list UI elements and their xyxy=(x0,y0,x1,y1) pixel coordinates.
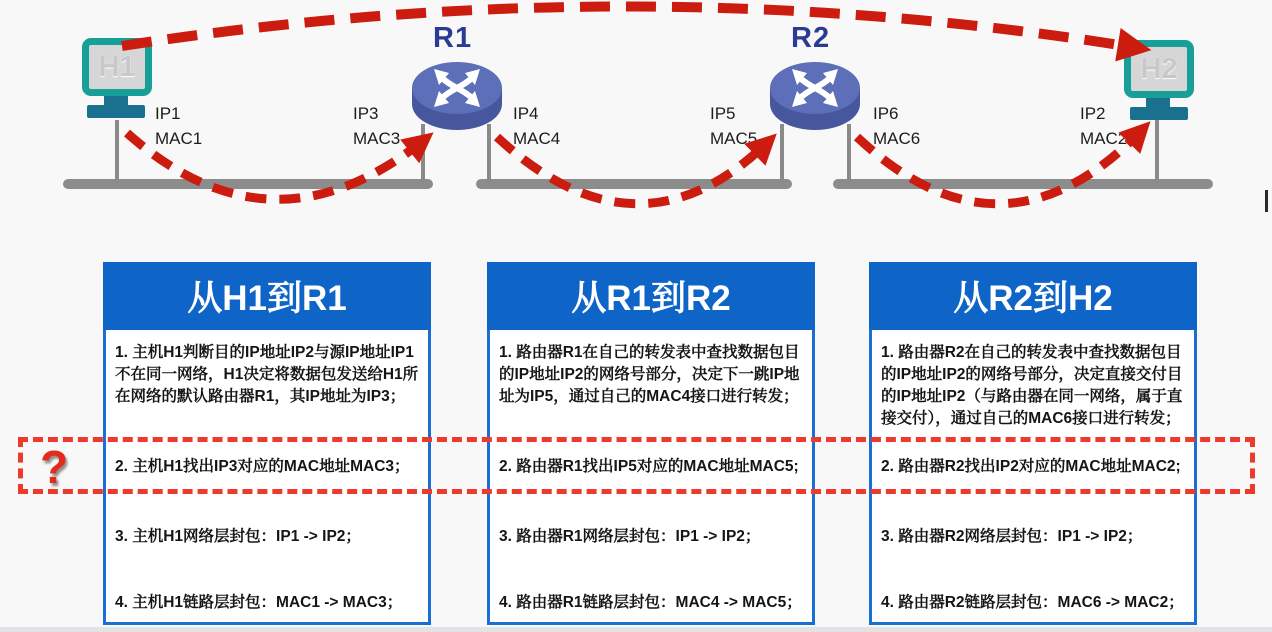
host-h2-label: H2 xyxy=(1140,52,1178,85)
network-segment-2 xyxy=(476,179,792,189)
iface-label-r2-right xyxy=(873,101,920,151)
panel1-step-3: 3. 主机H1网络层封包：IP1 -> IP2； xyxy=(115,528,361,545)
router-r1-label: R1 xyxy=(433,22,473,54)
bottom-edge-strip xyxy=(0,627,1272,632)
panel-title: 从R2到H2 xyxy=(869,262,1197,330)
panel2-step-2: 2. 路由器R1找出IP5对应的MAC地址MAC5; xyxy=(499,458,799,475)
ip-label: IP2 xyxy=(1080,104,1106,123)
panel2-step-4: 4. 路由器R1链路层封包：MAC4 -> MAC5； xyxy=(499,594,802,611)
iface-label-r2-left xyxy=(710,101,757,151)
router-r2-icon xyxy=(767,58,863,134)
ip-label: IP3 xyxy=(353,104,379,123)
router-r1-icon xyxy=(409,58,505,134)
mac-label: MAC3 xyxy=(353,129,401,148)
panel-title: 从R1到R2 xyxy=(487,262,815,330)
panel1-step-1: 1. 主机H1判断目的IP地址IP2与源IP地址IP1不在同一网络，H1决定将数据包发送给H1所在网络的默认路由器R1，其IP地址为IP3； xyxy=(115,344,419,405)
arp-step-highlight-box xyxy=(18,437,1255,494)
host-h1-stand-neck xyxy=(104,96,128,105)
mac-label: MAC4 xyxy=(513,129,561,148)
iface-label-r1-right xyxy=(513,101,560,151)
host-h2-stand-neck xyxy=(1146,98,1170,107)
host-h1-stand-base xyxy=(87,105,145,118)
ip-label: IP4 xyxy=(513,104,539,123)
h1-drop-line xyxy=(115,120,119,182)
panel3-step-1: 1. 路由器R2在自己的转发表中查找数据包目的IP地址IP2的网络号部分，决定直接交付目的IP地址IP2（与路由器在同一网络，属于直接交付），通过自己的MAC6接口进行转发； xyxy=(881,344,1183,427)
host-h2-icon xyxy=(1124,40,1194,98)
ip-label: IP1 xyxy=(155,104,181,123)
packet-path-h1-to-h2-arc xyxy=(122,6,1138,48)
ip-label: IP6 xyxy=(873,104,899,123)
mac-label: MAC2 xyxy=(1080,129,1128,148)
h2-drop-line xyxy=(1155,119,1159,182)
router-r2-label: R2 xyxy=(791,22,831,54)
host-h1-label: H1 xyxy=(98,50,136,83)
panel1-step-4: 4. 主机H1链路层封包：MAC1 -> MAC3； xyxy=(115,594,403,611)
iface-label-h2 xyxy=(1080,101,1127,151)
panel3-step-3: 3. 路由器R2网络层封包：IP1 -> IP2； xyxy=(881,528,1143,545)
question-mark-icon: ? xyxy=(40,441,69,493)
mac-label: MAC6 xyxy=(873,129,921,148)
panel-title: 从H1到R1 xyxy=(103,262,431,330)
mac-label: MAC5 xyxy=(710,129,758,148)
host-h1-icon xyxy=(82,38,152,96)
panel3-step-4: 4. 路由器R2链路层封包：MAC6 -> MAC2； xyxy=(881,594,1184,611)
right-edge-cursor-tick xyxy=(1265,190,1268,212)
panel1-step-2: 2. 主机H1找出IP3对应的MAC地址MAC3； xyxy=(115,458,410,475)
host-h2-stand-base xyxy=(1130,107,1188,120)
iface-label-h1 xyxy=(155,101,202,151)
mac-label: MAC1 xyxy=(155,129,203,148)
panel2-step-3: 3. 路由器R1网络层封包：IP1 -> IP2； xyxy=(499,528,761,545)
panel2-step-1: 1. 路由器R1在自己的转发表中查找数据包目的IP地址IP2的网络号部分，决定下一跳IP地址为IP5，通过自己的MAC4接口进行转发； xyxy=(499,344,800,405)
iface-label-r1-left xyxy=(353,101,400,151)
panel3-step-2: 2. 路由器R2找出IP2对应的MAC地址MAC2; xyxy=(881,458,1181,475)
ip-label: IP5 xyxy=(710,104,736,123)
